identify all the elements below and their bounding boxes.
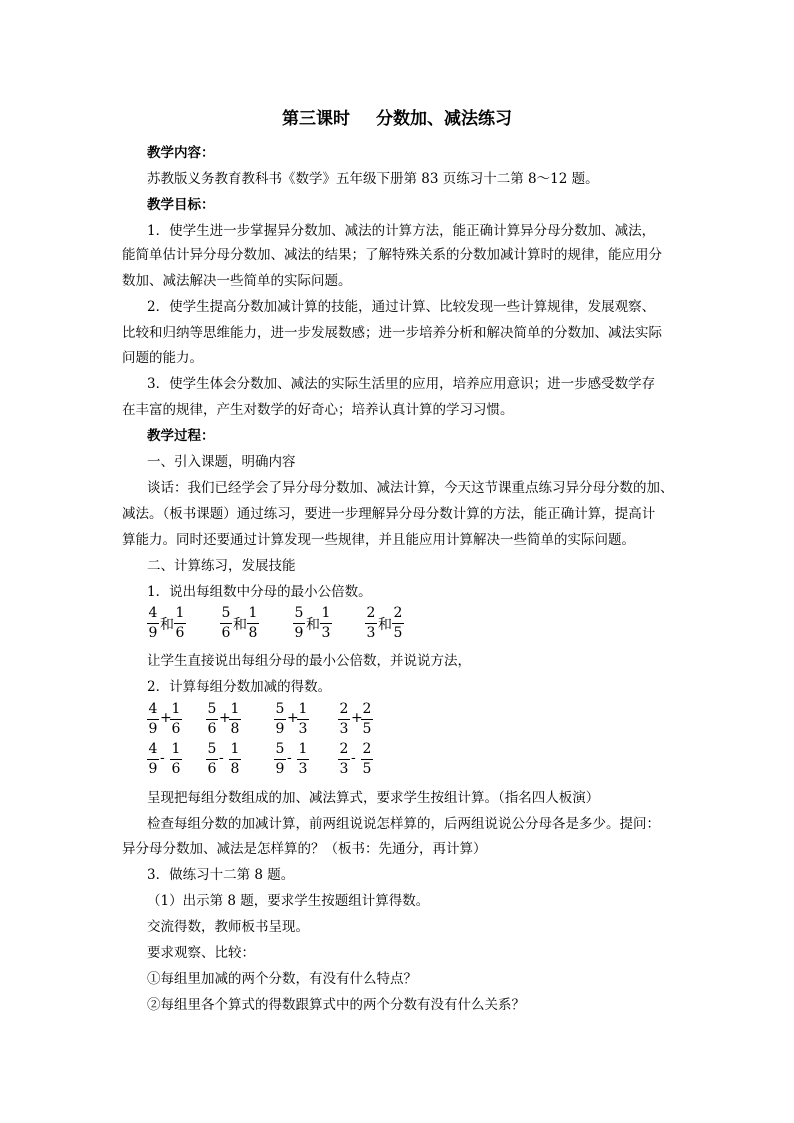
denominator: 8 [248,625,258,641]
talk-line-3: 算能力。同时还要通过计算发现一些规律，并且能应用计算解决一些简单的实际问题。 [122,532,635,548]
fraction-bar [229,759,241,760]
numerator: 5 [275,701,285,717]
content-text: 苏教版义务教育教科书《数学》五年级下册第 83 页练习十二第 8～12 题。 [147,171,599,187]
denominator: 9 [294,625,304,641]
denominator: 6 [221,625,231,641]
denominator: 3 [321,625,331,641]
denominator: 9 [275,761,285,777]
numerator: 5 [275,741,285,757]
denominator: 3 [339,761,349,777]
numerator: 1 [248,605,258,621]
operator: 和 [378,617,392,633]
fraction-second [392,605,404,642]
operator: 和 [306,617,320,633]
goal-2-line-2: 比较和归纳等思维能力，进一步发展数感；进一步培养分析和解决简单的分数加、减法实际 [122,325,662,341]
question-3-step-3: 要求观察、比较： [147,945,255,961]
operator: + [287,710,299,726]
operator: - [351,750,356,766]
fraction-second [361,741,373,778]
numerator: 1 [298,741,308,757]
numerator: 5 [294,605,304,621]
talk-line-1: 谈话：我们已经学会了异分母分数加、减法计算，今天这节课重点练习异分母分数的加、 [147,480,674,496]
heading-goals: 教学目标： [147,197,215,213]
denominator: 9 [275,721,285,737]
fraction-bar [147,719,159,720]
fraction-second [297,741,309,778]
goal-3-line-1: 3．使学生体会分数加、减法的实际生活里的应用，培养应用意识；进一步感受数学存 [147,376,656,392]
question-2-note: 呈现把每组分数组成的加、减法算式，要求学生按组计算。（指名四人板演） [147,790,600,806]
denominator: 3 [366,625,376,641]
denominator: 3 [298,761,308,777]
question-3-step-1: （1）出示第 8 题，要求学生按题组计算得数。 [147,893,430,909]
fraction-first [206,701,218,738]
question-3: 3．做练习十二第 8 题。 [147,867,295,883]
numerator: 4 [148,701,158,717]
talk-line-2: 减法。（板书课题）通过练习，要进一步理解异分母分数计算的方法，能正确计算，提高计 [122,506,656,522]
numerator: 2 [362,701,372,717]
fraction-second [361,701,373,738]
fraction-bar [229,719,241,720]
fraction-bar [297,759,309,760]
observation-question-1: ①每组里加减的两个分数，有没有什么特点？ [147,971,417,987]
fraction-second [229,701,241,738]
title-topic: 分数加、减法练习 [376,109,512,129]
denominator: 5 [362,761,372,777]
fraction-bar [170,719,182,720]
denominator: 8 [230,761,240,777]
heading-process: 教学过程： [147,428,215,444]
numerator: 2 [362,741,372,757]
fraction-first [274,701,286,738]
observation-question-2: ②每组里各个算式的得数跟算式中的两个分数有没有什么关系？ [147,997,525,1013]
fraction-bar [274,759,286,760]
fraction-first [206,741,218,778]
denominator: 9 [148,625,158,641]
numerator: 1 [171,701,181,717]
denominator: 6 [207,721,217,737]
numerator: 2 [366,605,376,621]
fraction-bar [338,759,350,760]
heading-content: 教学内容： [147,145,215,161]
operator: - [160,750,165,766]
fraction-first [147,701,159,738]
numerator: 4 [148,605,158,621]
fraction-bar [365,623,377,624]
title-lesson: 第三课时 [282,109,350,129]
section-2-heading: 二、计算练习，发展技能 [147,558,296,574]
check-line-2: 异分母分数加、减法是怎样算的？（板书：先通分，再计算） [122,841,487,857]
denominator: 9 [148,721,158,737]
numerator: 4 [148,741,158,757]
denominator: 9 [148,761,158,777]
denominator: 3 [339,721,349,737]
denominator: 5 [362,721,372,737]
goal-2-line-1: 2．使学生提高分数加减计算的技能，通过计算、比较发现一些计算规律，发展观察、 [147,299,656,315]
operator: + [219,710,231,726]
fraction-first [220,605,232,642]
numerator: 5 [207,741,217,757]
fraction-first [338,701,350,738]
fraction-bar [220,623,232,624]
fraction-bar [392,623,404,624]
fraction-second [229,741,241,778]
fraction-second [247,605,259,642]
fraction-first [147,605,159,642]
goal-3-line-2: 在丰富的规律，产生对数学的好奇心；培养认真计算的学习习惯。 [122,402,514,418]
denominator: 6 [207,761,217,777]
numerator: 2 [339,741,349,757]
question-3-step-2: 交流得数，教师板书呈现。 [147,919,309,935]
fraction-bar [361,759,373,760]
numerator: 5 [207,701,217,717]
denominator: 6 [171,761,181,777]
fraction-first [147,741,159,778]
fraction-bar [293,623,305,624]
numerator: 1 [230,701,240,717]
operator: + [160,710,172,726]
section-1-heading: 一、引入课题，明确内容 [147,454,296,470]
question-2: 2．计算每组分数加减的得数。 [147,679,332,695]
numerator: 1 [171,741,181,757]
numerator: 2 [339,701,349,717]
operator: - [287,750,292,766]
goal-2-line-3: 问题的能力。 [122,350,203,366]
question-1-note: 让学生直接说出每组分母的最小公倍数，并说说方法， [147,653,471,669]
numerator: 1 [321,605,331,621]
fraction-second [170,741,182,778]
numerator: 1 [298,701,308,717]
denominator: 6 [171,721,181,737]
numerator: 1 [230,741,240,757]
fraction-bar [247,623,259,624]
fraction-bar [320,623,332,624]
fraction-bar [338,719,350,720]
goal-1-line-2: 能简单估计异分母分数加、减法的结果；了解特殊关系的分数加减计算时的规律，能应用分 [122,247,662,263]
fraction-second [320,605,332,642]
fraction-first [338,741,350,778]
fraction-bar [170,759,182,760]
goal-1-line-1: 1．使学生进一步掌握异分数加、减法的计算方法，能正确计算异分母分数加、减法， [147,223,656,239]
fraction-bar [361,719,373,720]
fraction-second [297,701,309,738]
denominator: 8 [230,721,240,737]
operator: 和 [233,617,247,633]
denominator: 3 [298,721,308,737]
fraction-bar [297,719,309,720]
fraction-second [170,701,182,738]
check-line-1: 检查每组分数的加减计算，前两组说说怎样算的，后两组说说公分母各是多少。提问： [147,816,660,832]
fraction-first [293,605,305,642]
operator: - [219,750,224,766]
numerator: 1 [175,605,185,621]
fraction-first [274,741,286,778]
operator: 和 [160,617,174,633]
numerator: 2 [393,605,403,621]
fraction-bar [206,759,218,760]
fraction-second [174,605,186,642]
fraction-bar [147,759,159,760]
denominator: 6 [175,625,185,641]
question-1: 1．说出每组数中分母的最小公倍数。 [147,584,372,600]
fraction-bar [274,719,286,720]
denominator: 5 [393,625,403,641]
fraction-bar [147,623,159,624]
fraction-bar [174,623,186,624]
goal-1-line-3: 数加、减法解决一些简单的实际问题。 [122,273,352,289]
fraction-bar [206,719,218,720]
page-title [0,104,794,129]
fraction-first [365,605,377,642]
operator: + [351,710,363,726]
numerator: 5 [221,605,231,621]
